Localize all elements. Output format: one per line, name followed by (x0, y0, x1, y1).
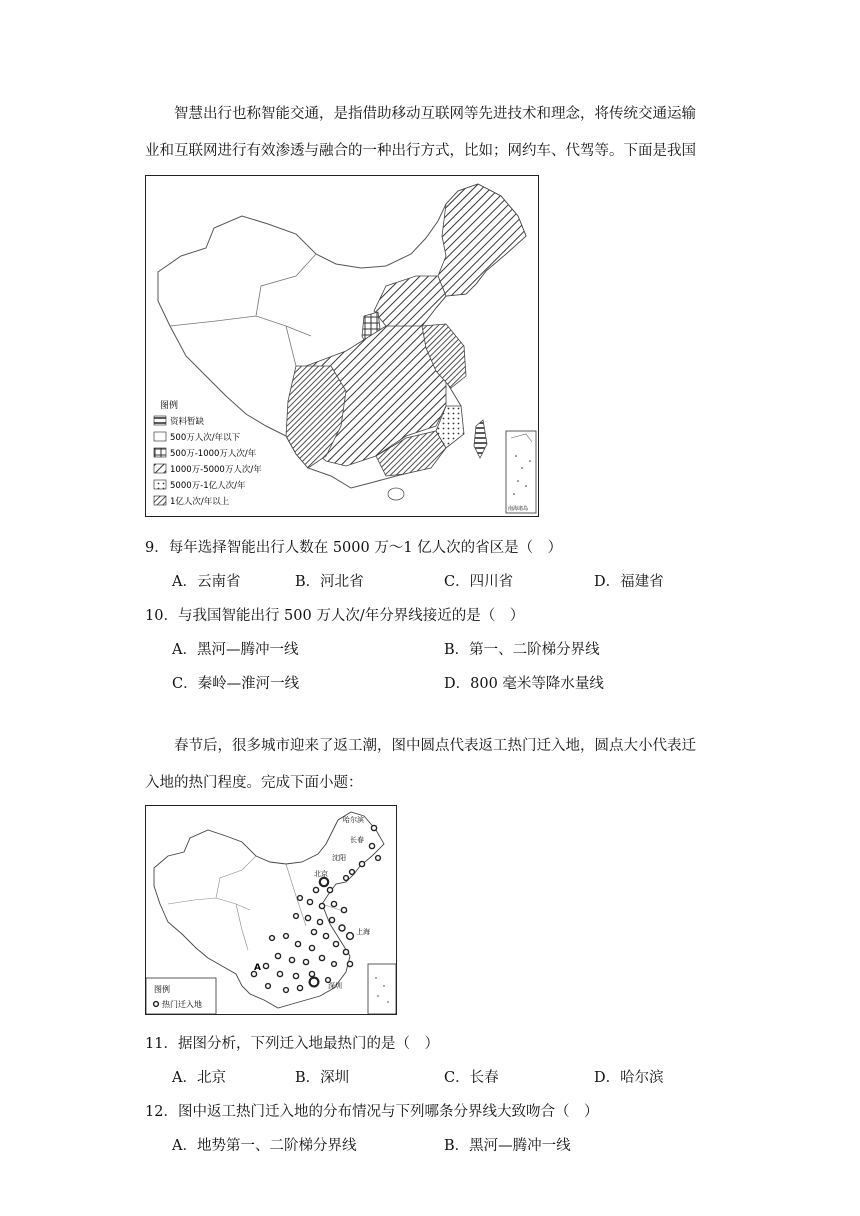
city-label-shanghai: 上海 (356, 928, 370, 936)
map2-legend-title: 图例 (154, 985, 170, 994)
point-a-label: A (254, 963, 261, 973)
map1-legend-item-3: 500万-1000万人次/年 (170, 449, 257, 459)
q10-option-c[interactable]: C．秦岭—淮河一线 (172, 676, 300, 692)
china-dot-map-figure (146, 806, 396, 1014)
q11-stem: 11．据图分析，下列迁入地最热门的是（ ） (145, 1036, 439, 1052)
q10-stem: 10．与我国智能出行 500 万人次/年分界线接近的是（ ） (145, 608, 525, 624)
city-label-harbin: 哈尔滨 (343, 816, 364, 824)
city-label-shenzhen: 深圳 (328, 982, 342, 990)
map1-inset (506, 431, 536, 513)
city-label-changchun: 长春 (350, 836, 364, 844)
map1-inset-label: 南海诸岛 (508, 506, 529, 512)
intro1-line1: 智慧出行也称智能交通，是指借助移动互联网等先进技术和理念，将传统交通运输 (174, 106, 696, 122)
q12-option-a[interactable]: A．地势第一、二阶梯分界线 (172, 1138, 357, 1154)
map1-legend-item-5: 5000万-1亿人次/年 (170, 481, 246, 491)
intro2-line1: 春节后，很多城市迎来了返工潮，图中圆点代表返工热门迁入地，圆点大小代表迁 (174, 738, 696, 754)
return-work-map (145, 805, 397, 1015)
q12-stem: 12．图中返工热门迁入地的分布情况与下列哪条分界线大致吻合（ ） (145, 1104, 599, 1120)
map2-legend (146, 978, 216, 1014)
q10-option-d[interactable]: D．800 毫米等降水量线 (444, 676, 604, 692)
china-map-figure (146, 176, 538, 516)
q9-stem: 9．每年选择智能出行人数在 5000 万～1 亿人次的省区是（ ） (145, 540, 563, 556)
q9-option-c[interactable]: C．四川省 (444, 574, 514, 590)
q10-option-a[interactable]: A．黑河—腾冲一线 (172, 642, 299, 658)
q9-option-d[interactable]: D．福建省 (594, 574, 664, 590)
q9-option-b[interactable]: B．河北省 (295, 574, 364, 590)
map1-legend (154, 399, 262, 507)
map1-legend-item-6: 1亿人次/年以上 (170, 497, 230, 507)
intro1-line2: 业和互联网进行有效渗透与融合的一种出行方式，比如；网约车、代驾等。下面是我国 (145, 143, 696, 159)
intro-paragraph-2 (145, 728, 725, 802)
q9-option-a[interactable]: A．云南省 (172, 574, 241, 590)
intro2-line2: 入地的热门程度。完成下面小题： (145, 775, 363, 791)
q11-option-b[interactable]: B．深圳 (295, 1070, 350, 1086)
q12-option-b[interactable]: B．黑河—腾冲一线 (444, 1138, 571, 1154)
map1-legend-item-1: 资料暂缺 (170, 417, 205, 427)
city-label-beijing: 北京 (314, 870, 328, 878)
q11-option-c[interactable]: C．长春 (444, 1070, 499, 1086)
city-label-shenyang: 沈阳 (332, 854, 346, 862)
smart-travel-map (145, 175, 539, 517)
q11-option-a[interactable]: A．北京 (172, 1070, 226, 1086)
map2-legend-item: 热门迁入地 (162, 1000, 202, 1009)
q10-option-b[interactable]: B．第一、二阶梯分界线 (444, 642, 600, 658)
map2-inset (368, 964, 396, 1014)
q11-option-d[interactable]: D．哈尔滨 (594, 1070, 664, 1086)
map1-legend-item-2: 500万人次/年以下 (170, 433, 241, 443)
map1-legend-item-4: 1000万-5000万人次/年 (170, 465, 262, 475)
map1-legend-title: 图例 (160, 401, 179, 411)
